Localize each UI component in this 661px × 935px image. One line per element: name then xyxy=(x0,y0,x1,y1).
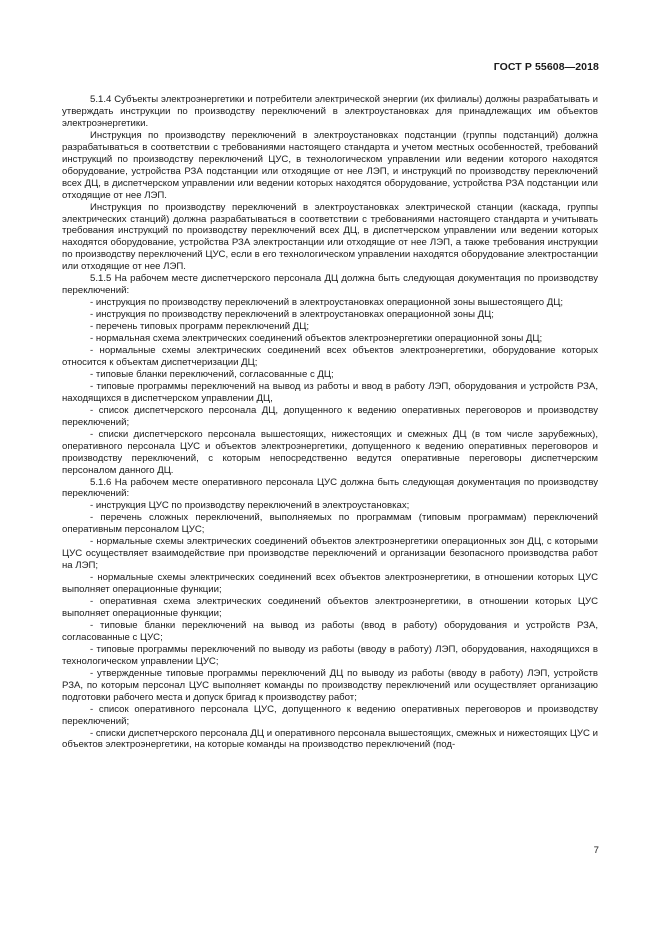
list-item: - перечень сложных переключений, выполняемых по программам (типовым программам) переключений оперативным персоналом ЦУС; xyxy=(62,512,598,536)
list-item: - нормальная схема электрических соединений объектов электроэнергетики операционной зоны ДЦ; xyxy=(90,333,543,345)
list-item: - типовые бланки переключений на вывод из работы (ввод в работу) оборудования и устройств РЗА, согласованные с ЦУС; xyxy=(62,619,598,643)
standard-designation: ГОСТ Р 55608—2018 xyxy=(493,61,599,73)
paragraph: 5.1.6 На рабочем месте оперативного персонала ЦУС должна быть следующая документация по производству переключений: xyxy=(62,476,598,500)
list-item: - типовые программы переключений по выводу из работы (вводу в работу) ЛЭП, оборудования, находящихся в технологическом управлении ЦУС; xyxy=(62,643,598,667)
list-item: - списки диспетчерского персонала ДЦ и оперативного персонала вышестоящих, смежных и нижестоящих ЦУС и объектов электроэнергетики, на которые команды на производство переключений (под- xyxy=(62,727,598,751)
list-item: - инструкция по производству переключений в электроустановках операционной зоны вышестоящего ДЦ; xyxy=(90,297,563,309)
page-number: 7 xyxy=(593,845,599,856)
list-item: - инструкция по производству переключений в электроустановках операционной зоны ДЦ; xyxy=(90,309,494,321)
paragraph: 5.1.5 На рабочем месте диспетчерского персонала ДЦ должна быть следующая документация по производству переключений: xyxy=(62,273,598,297)
list-item: - типовые бланки переключений, согласованные с ДЦ; xyxy=(90,368,334,380)
body-text xyxy=(62,94,598,751)
list-item: - оперативная схема электрических соединений объектов электроэнергетики, в отношении которых ЦУС выполняет операционные функции; xyxy=(62,596,598,619)
paragraph: 5.1.4 Субъекты электроэнергетики и потребители электрической энергии (их филиалы) должны разрабатывать и утверждать инструкции по производству переключений в электроустановках для принадлежащих им объектов электроэнергетики. xyxy=(62,94,598,129)
list-item: - инструкция ЦУС по производству переключений в электроустановках; xyxy=(90,500,410,512)
list-item: - нормальные схемы электрических соединений объектов электроэнергетики операционных зон ДЦ, с которыми ЦУС осуществляет взаимодействие при производстве переключений и организации безопасного производства работ на ЛЭП; xyxy=(62,536,598,572)
list-item: - перечень типовых программ переключений ДЦ; xyxy=(90,321,310,333)
list-item: - нормальные схемы электрических соединений всех объектов электроэнергетики, в отношении которых ЦУС выполняет операционные функции; xyxy=(62,572,598,596)
list-item: - список оперативного персонала ЦУС, допущенного к ведению оперативных переговоров и производству переключений; xyxy=(62,703,598,727)
list-item: - утвержденные типовые программы переключений ДЦ по выводу из работы (вводу в работу) ЛЭП, устройств РЗА, по которым персонал ЦУС выполняет команды по производству переключений или осуществляет организацию подготовки рабочего места и допуск бригад к производству работ; xyxy=(62,667,598,703)
paragraph: Инструкция по производству переключений в электроустановках подстанции (группы подстанций) должна разрабатываться в соответствии с требованиями настоящего стандарта и учетом местных особенностей, требований инструкций по производству переключений ЦУС, в технологическом управлении или ведении которого находятся оборудование, устройства РЗА подстанции или отходящие от нее ЛЭП, и инструкций по производству переключений всех ДЦ, в диспетчерском управлении или ведении которых находятся оборудование, устройства РЗА подстанции или отходящие от нее ЛЭП. xyxy=(62,129,598,201)
paragraph: Инструкция по производству переключений в электроустановках электрической станции (каскада, группы электрических станций) должна разрабатываться в соответствии с требованиями настоящего стандарта и учитывать требования инструкций по производству переключений всех ДЦ, в диспетчерском управлении или ведении которых находятся оборудование, устройства РЗА электростанции или отходящие от нее ЛЭП, а также требования инструкции по производству переключений ЦУС, если в его технологическом управлении находятся оборудование электростанции или отходящие от нее ЛЭП. xyxy=(62,201,598,273)
list-item: - списки диспетчерского персонала вышестоящих, нижестоящих и смежных ДЦ (в том числе зарубежных), оперативного персонала ЦУС и объектов электроэнергетики, допущенного к ведению оперативных переговоров и производству переключений, с которым непосредственно ведутся оперативные переговоры диспетчерским персоналом данного ДЦ. xyxy=(62,428,598,476)
list-item: - список диспетчерского персонала ДЦ, допущенного к ведению оперативных переговоров и производству переключений; xyxy=(62,404,598,428)
list-item: - типовые программы переключений на вывод из работы и ввод в работу ЛЭП, оборудования и устройств РЗА, находящихся в диспетчерском управлении ДЦ, xyxy=(62,380,598,404)
list-item: - нормальные схемы электрических соединений всех объектов электроэнергетики, оборудование которых относится к объектам диспетчеризации ДЦ; xyxy=(62,345,598,368)
